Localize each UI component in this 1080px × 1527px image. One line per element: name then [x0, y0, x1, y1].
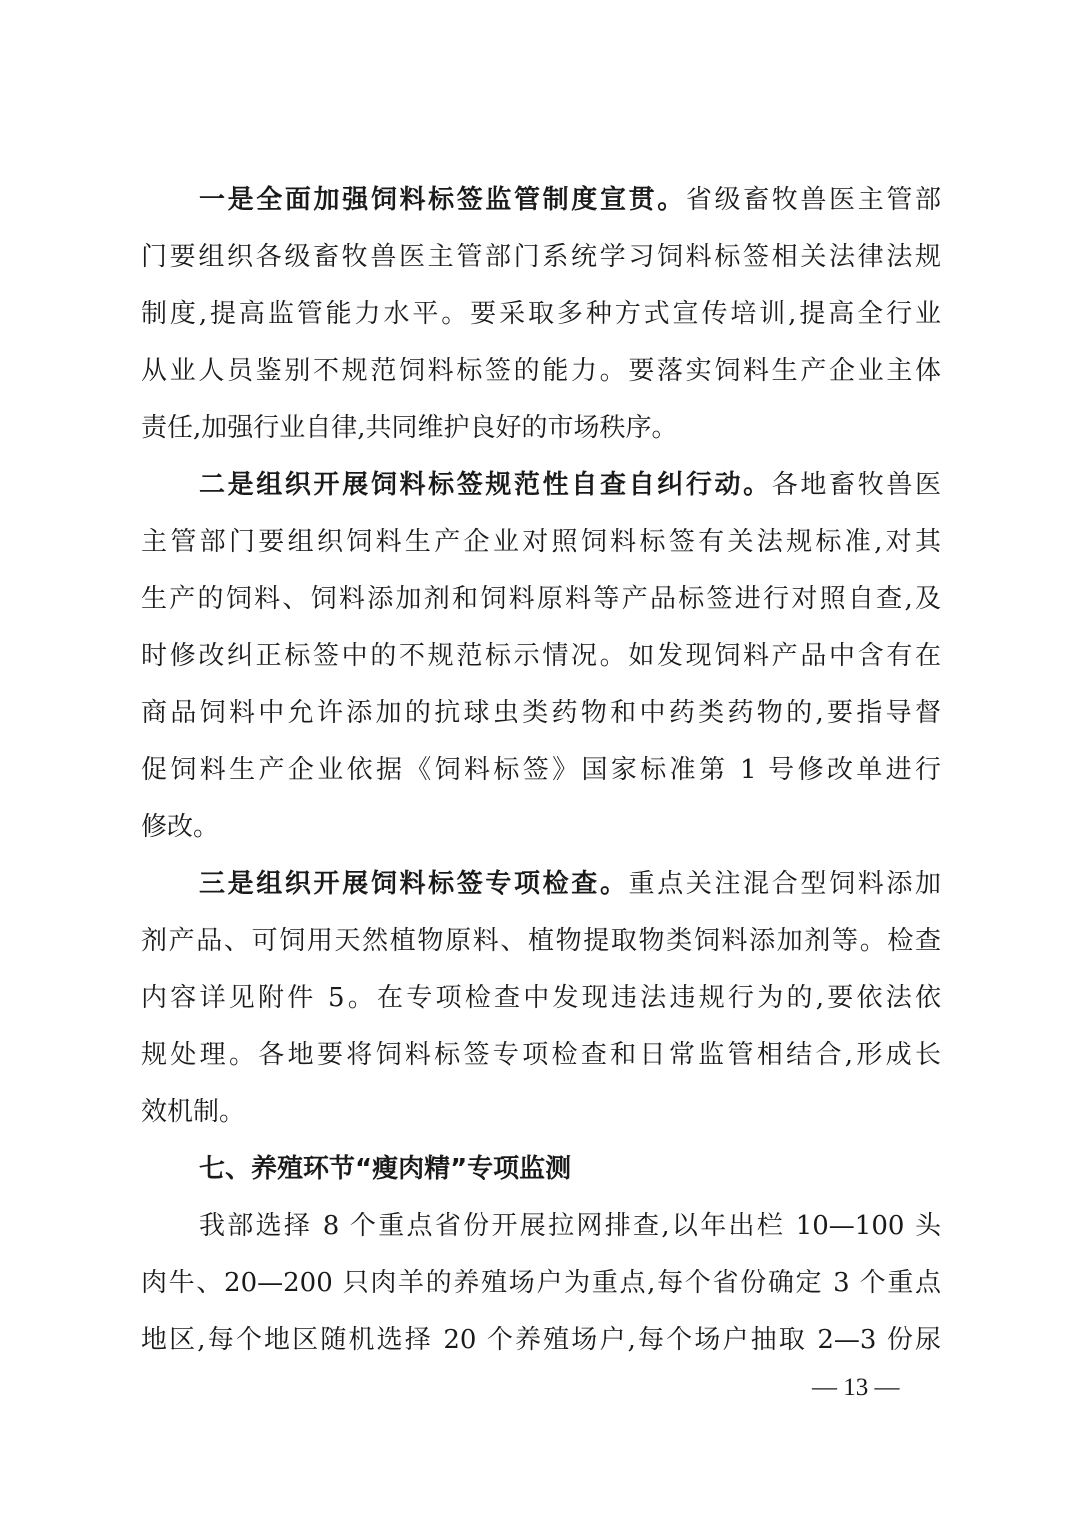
paragraph-label-special-inspection [141, 856, 941, 1141]
paragraph-text: 省级畜牧兽医主管部 [685, 185, 941, 215]
paragraph-lead: 三是组织开展饲料标签专项检查。 [199, 869, 629, 899]
paragraph-label-self-inspection [141, 457, 941, 856]
paragraph-lead: 二是组织开展饲料标签规范性自查自纠行动。 [199, 470, 772, 500]
paragraph-line: 商品饲料中允许添加的抗球虫类药物和中药类药物的,要指导督 [141, 698, 941, 728]
document-body [141, 172, 941, 1369]
paragraph-line: 内容详见附件 5。在专项检查中发现违法违规行为的,要依法依 [141, 983, 941, 1013]
paragraph-line: 肉牛、20—200 只肉羊的养殖场户为重点,每个省份确定 3 个重点 [141, 1268, 941, 1298]
paragraph-line: 地区,每个地区随机选择 20 个养殖场户,每个场户抽取 2—3 份尿 [141, 1325, 941, 1355]
paragraph-line: 责任,加强行业自律,共同维护良好的市场秩序。 [141, 413, 678, 443]
paragraph-line: 主管部门要组织饲料生产企业对照饲料标签有关法规标准,对其 [141, 527, 941, 557]
paragraph-line: 促饲料生产企业依据《饲料标签》国家标准第 1 号修改单进行 [141, 755, 941, 785]
paragraph-label-regulation-publicity [141, 172, 941, 457]
paragraph-line [141, 457, 941, 514]
paragraph-line: 剂产品、可饲用天然植物原料、植物提取物类饲料添加剂等。检查 [141, 926, 941, 956]
paragraph-line: 效机制。 [141, 1097, 246, 1127]
paragraph-line: 制度,提高监管能力水平。要采取多种方式宣传培训,提高全行业 [141, 299, 941, 329]
section-heading: 七、养殖环节“瘦肉精”专项监测 [199, 1154, 572, 1184]
paragraph-line: 门要组织各级畜牧兽医主管部门系统学习饲料标签相关法律法规 [141, 242, 941, 272]
paragraph-line: 我部选择 8 个重点省份开展拉网排查,以年出栏 10—100 头 [199, 1211, 941, 1241]
section-clenbuterol-monitoring [141, 1141, 941, 1369]
paragraph-text: 重点关注混合型饲料添加 [628, 869, 941, 899]
paragraph-line: 规处理。各地要将饲料标签专项检查和日常监管相结合,形成长 [141, 1040, 941, 1070]
paragraph-line [141, 172, 941, 229]
page-number: — 13 — [812, 1374, 900, 1401]
paragraph-line: 生产的饲料、饲料添加剂和饲料原料等产品标签进行对照自查,及 [141, 584, 941, 614]
paragraph-text: 各地畜牧兽医 [771, 470, 941, 500]
paragraph-line: 从业人员鉴别不规范饲料标签的能力。要落实饲料生产企业主体 [141, 356, 941, 386]
paragraph-line: 修改。 [141, 812, 220, 842]
paragraph-line: 时修改纠正标签中的不规范标示情况。如发现饲料产品中含有在 [141, 641, 941, 671]
paragraph-lead: 一是全面加强饲料标签监管制度宣贯。 [199, 185, 686, 215]
paragraph-line [141, 856, 941, 913]
